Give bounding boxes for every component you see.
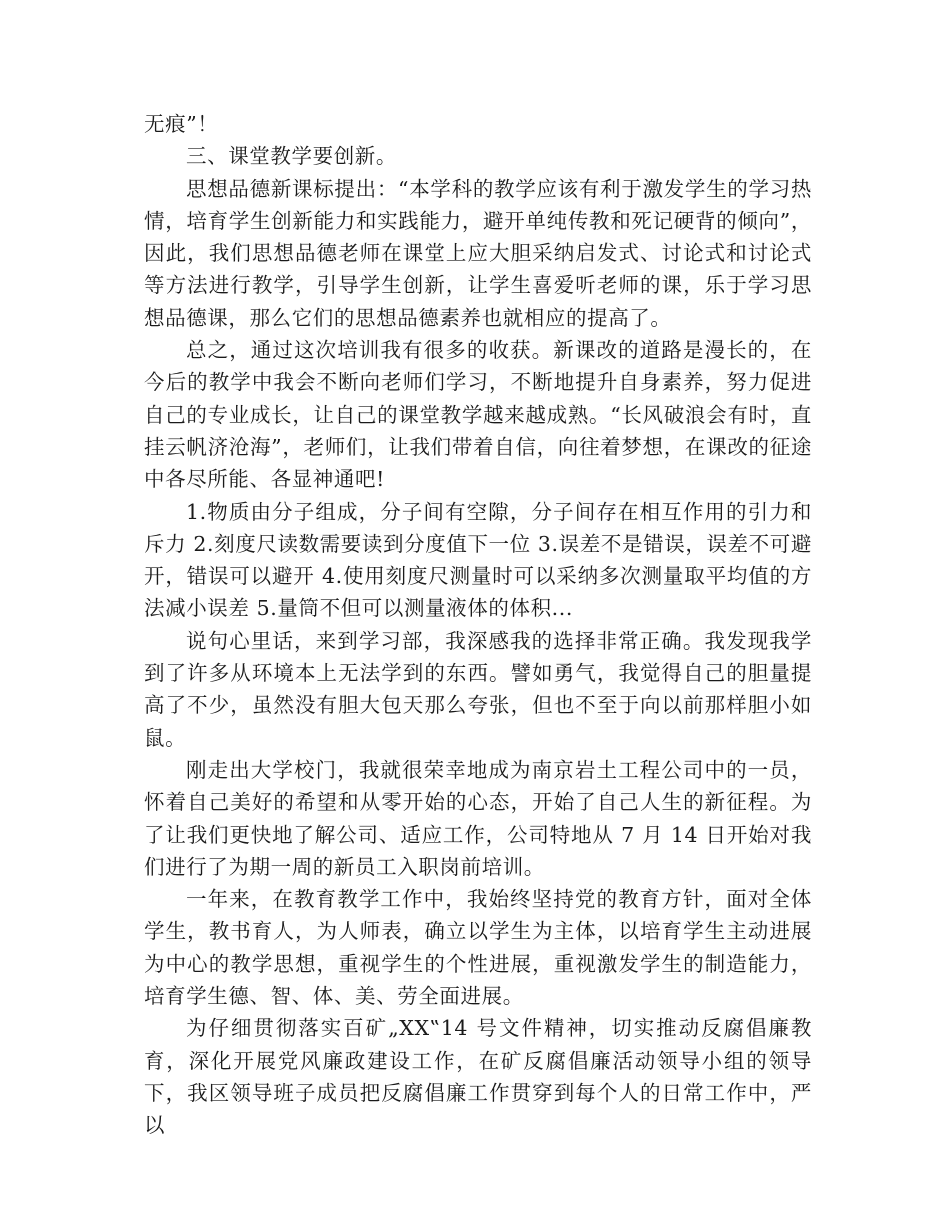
paragraph: 为仔细贯彻落实百矿„XX‟14 号文件精神，切实推动反腐倡廉教育，深化开展党风廉政建设工作，在矿反腐倡廉活动领导小组的领导下，我区领导班子成员把反腐倡廉工作贯穿到每个人的日常工作中，严以 bbox=[144, 1016, 812, 1138]
document-body bbox=[144, 108, 812, 1142]
paragraph: 说句心里话，来到学习部，我深感我的选择非常正确。我发现我学到了许多从环境本上无法学到的东西。譬如勇气，我觉得自己的胆量提高了不少，虽然没有胆大包天那么夸张，但也不至于向以前那样胆小如鼠。 bbox=[144, 628, 812, 750]
paragraph: 刚走出大学校门，我就很荣幸地成为南京岩土工程公司中的一员，怀着自己美好的希望和从零开始的心态，开始了自己人生的新征程。为了让我们更快地了解公司、适应工作，公司特地从 7 月 14 日开始对我们进行了为期一周的新员工入职岗前培训。 bbox=[144, 757, 812, 879]
paragraph: 思想品德新课标提出：“本学科的教学应该有利于激发学生的学习热情，培育学生创新能力和实践能力，避开单纯传教和死记硬背的倾向”，因此，我们思想品德老师在课堂上应大胆采纳启发式、讨论式和讨论式等方法进行教学，引导学生创新，让学生喜爱听老师的课，乐于学习思想品德课，那么它们的思想品德素养也就相应的提高了。 bbox=[144, 176, 812, 330]
paragraph-continuation: 无痕”！ bbox=[144, 112, 219, 136]
section-heading: 三、课堂教学要创新。 bbox=[186, 144, 397, 169]
paragraph: 1.物质由分子组成，分子间有空隙，分子间存在相互作用的引力和斥力 2.刻度尺读数需要读到分度值下一位 3.误差不是错误，误差不可避开，错误可以避开 4.使用刻度尺测量时可以采纳多次测量取平均值的方法减小误差 5.量筒不但可以测量液体的体积... bbox=[144, 499, 812, 621]
paragraph: 一年来，在教育教学工作中，我始终坚持党的教育方针，面对全体学生，教书育人，为人师表，确立以学生为主体，以培育学生主动进展为中心的教学思想，重视学生的个性进展，重视激发学生的制造能力，培育学生德、智、体、美、劳全面进展。 bbox=[144, 887, 812, 1009]
paragraph: 总之，通过这次培训我有很多的收获。新课改的道路是漫长的，在今后的教学中我会不断向老师们学习，不断地提升自身素养，努力促进自己的专业成长，让自己的课堂教学越来越成熟。“长风破浪会有时，直挂云帆济沧海”，老师们，让我们带着自信，向往着梦想，在课改的征途中各尽所能、各显神通吧! bbox=[144, 338, 812, 492]
